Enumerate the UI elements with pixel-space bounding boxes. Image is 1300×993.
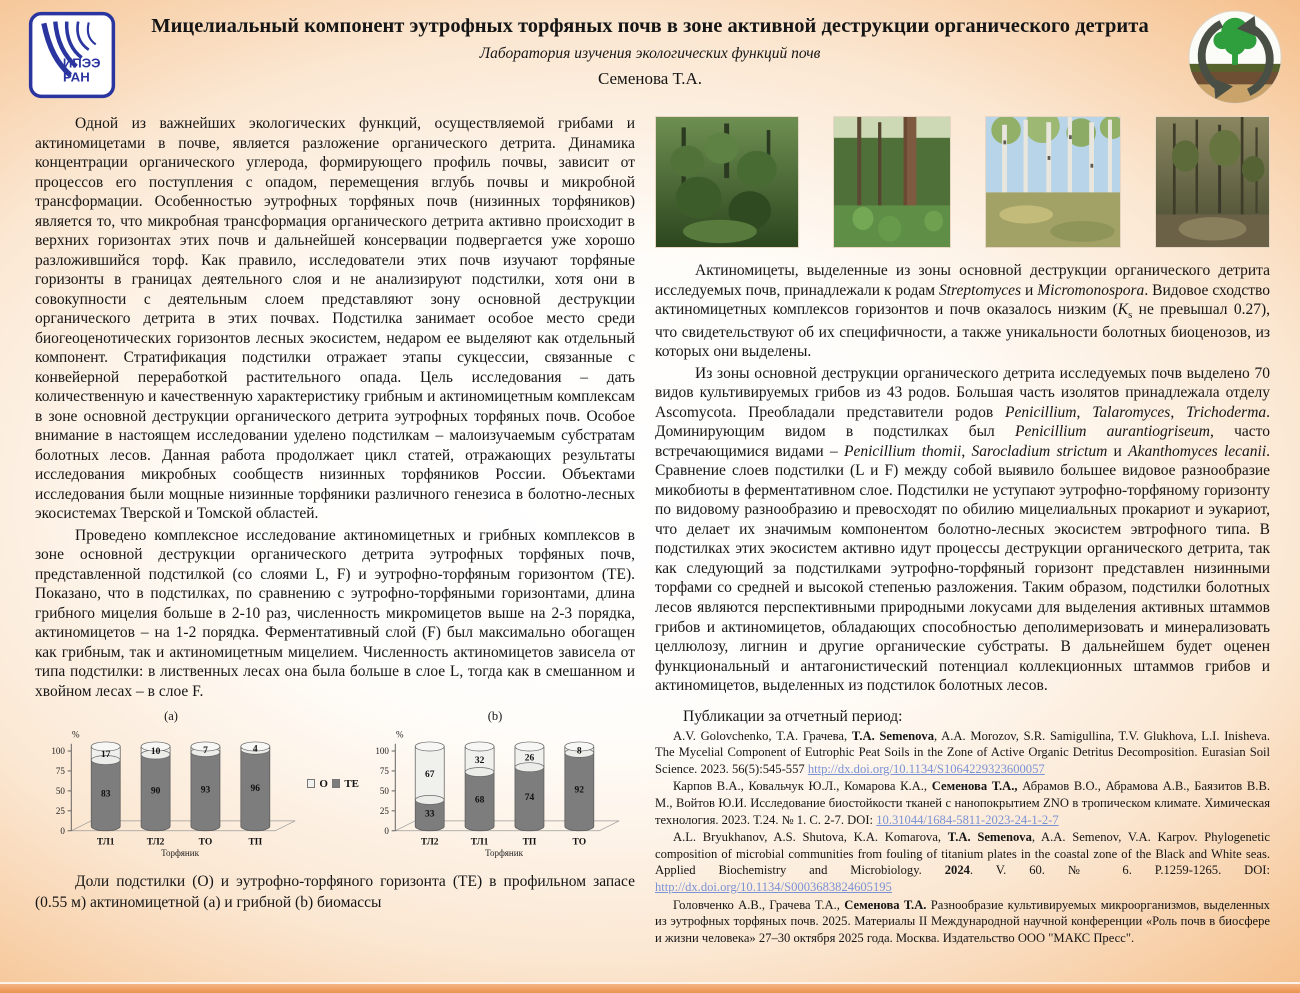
svg-text:50: 50 bbox=[55, 786, 65, 797]
svg-text:90: 90 bbox=[150, 787, 161, 798]
text-segment: A.V. Golovchenko, Т.А. Грачева, bbox=[673, 728, 852, 743]
text-segment: , bbox=[961, 442, 972, 460]
legend-swatch-light bbox=[307, 779, 315, 788]
bottom-accent-bar bbox=[0, 982, 1300, 993]
chart-b-title: (b) bbox=[487, 709, 503, 724]
text-segment: Sarocladium strictum bbox=[971, 442, 1108, 460]
text-segment: Talaromyces bbox=[1092, 403, 1171, 421]
chart-a-box bbox=[35, 709, 307, 858]
svg-text:32: 32 bbox=[474, 756, 485, 767]
text-segment: Семенова Т.А., bbox=[931, 779, 1018, 794]
forest-photo-3 bbox=[985, 116, 1121, 248]
text-segment: Из зоны основной деструкции органического детрита исследуемых почв выделено 70 видов культивируемых грибов из 43 родов. Большая часть изолятов принадлежала отделу Ascomycota. Преобладали представители родов bbox=[655, 364, 1270, 421]
text-segment: s bbox=[1128, 309, 1133, 322]
text-segment: Micromonospora bbox=[1037, 281, 1145, 299]
forest-photo-4 bbox=[1155, 116, 1270, 248]
text-segment: Penicillium aurantiogriseum bbox=[1014, 423, 1211, 441]
svg-text:100: 100 bbox=[375, 746, 389, 757]
author-name: Семенова Т.А. bbox=[597, 68, 703, 88]
legend-label-te: ТЕ bbox=[344, 777, 359, 790]
svg-text:ТЛ2: ТЛ2 bbox=[146, 837, 165, 848]
svg-text:ТЛ2: ТЛ2 bbox=[420, 837, 439, 848]
svg-text:Торфяник: Торфяник bbox=[161, 848, 200, 859]
svg-text:0: 0 bbox=[384, 826, 389, 837]
forest-photo-1 bbox=[655, 116, 799, 248]
svg-text:%: % bbox=[396, 729, 404, 740]
logo-text-line1: ИПЭЭ bbox=[62, 55, 101, 71]
soil-cycle-logo bbox=[1186, 8, 1284, 106]
text-segment: , A.A. Semenov, V.A. Karpov. Phylogenetic composition of microbial communities from fouling of titanium plates in the coastal zone of the Black and White seas. Applied Biochemistry and Microbiology. bbox=[655, 830, 1270, 878]
svg-text:ТО: ТО bbox=[198, 837, 213, 848]
text-segment: , A.A. Morozov, S.R. Samigullina, T.V. Glukhova, L.I. Inisheva. The Mycelial Component of Eutrophic Peat Soils in the Zone of Active Organic Detritus Decomposition. Eurasian Soil Science. 2023. 56(5):545-557 bbox=[655, 728, 1271, 776]
fungi-paragraph bbox=[655, 364, 1270, 696]
text-segment: Streptomyces bbox=[939, 281, 1022, 299]
poster-header bbox=[150, 14, 1150, 89]
text-segment: . V. 60. № 6. P.1259-1265. DOI: bbox=[969, 863, 1270, 878]
doi-link[interactable]: http://dx.doi.org/10.1134/S1064229323600057 bbox=[807, 761, 1045, 776]
text-segment: Penicillium thomii bbox=[844, 442, 962, 460]
publications-title: Публикации за отчетный период: bbox=[683, 707, 903, 725]
svg-text:Торфяник: Торфяник bbox=[485, 848, 524, 859]
text-segment: Головченко А.В., Грачева Т.А., bbox=[673, 897, 845, 912]
publication-item bbox=[655, 778, 1270, 828]
text-segment: Разнообразие культивируемых микроорганизмов, выделенных из эутрофных торфяных почв. 2025. Материалы II Международной научной конференции «Роль почв в биосфере и жизни человека» 27–30 октября 2025 года. Москва. Издательство ООО "МАКС Пресс". bbox=[655, 897, 1270, 945]
logo-text-line2: РАН bbox=[63, 69, 90, 85]
chart-b bbox=[359, 722, 631, 858]
svg-text:50: 50 bbox=[379, 786, 389, 797]
chart-a bbox=[35, 722, 307, 858]
lab-subtitle: Лаборатория изучения экологических функций почв bbox=[479, 44, 821, 62]
figure-caption: Доли подстилки (О) и эутрофно-торфяного горизонта (ТЕ) в профильном запасе (0.55 м) актиномицетной (a) и грибной (b) биомассы bbox=[35, 873, 635, 911]
text-segment: и bbox=[1021, 281, 1038, 299]
svg-text:%: % bbox=[72, 729, 80, 740]
doi-link[interactable]: 10.31044/1684-5811-2023-24-1-2-7 bbox=[876, 812, 1059, 827]
text-segment: A.L. Bryukhanov, A.S. Shutova, K.A. Komarova, bbox=[673, 830, 948, 845]
svg-text:83: 83 bbox=[100, 789, 111, 800]
text-segment: Карпов В.А., Ковальчук Ю.Л., Комарова К.А., bbox=[673, 779, 932, 794]
svg-text:93: 93 bbox=[200, 785, 211, 796]
svg-text:75: 75 bbox=[379, 766, 389, 777]
text-segment: , bbox=[1076, 403, 1093, 421]
doi-link[interactable]: http://dx.doi.org/10.1134/S0003683824605195 bbox=[655, 880, 892, 895]
text-segment: Trichoderma bbox=[1186, 403, 1267, 421]
text-segment: T.A. Semenova bbox=[851, 728, 935, 743]
forest-photo-2 bbox=[833, 116, 951, 248]
svg-text:ТП: ТП bbox=[522, 837, 537, 848]
text-segment: Актиномицеты, выделенные из зоны основной деструкции органического детрита исследуемых почв, принадлежали к родам bbox=[655, 262, 1270, 299]
results-paragraph: Проведено комплексное исследование актиномицетных и грибных комплексов в зоне основной деструкции органического детрита эутрофных торфяных почв, представленной подстилкой (со слоями L, F) и эутрофно-торфяным горизонтом (ТЕ). Показано, что в подстилках, по сравнению с эутрофно-торфяными горизонтами, длина грибного мицелия больше в 2-10 раз, численность микромицетов выше на 2-3 порядка, актиномицетов – на 1-2 порядка. Ферментативный слой (F) был максимально обогащен как грибным, так и актиномицетным мицелием. Численность актиномицетов зависела от типа подстилки: в лиственных лесах она была больше в слое L, тогда как в смешанном и хвойном лесах – в слое F. bbox=[35, 526, 635, 700]
text-segment: и bbox=[1107, 442, 1129, 460]
svg-text:75: 75 bbox=[55, 766, 65, 777]
svg-text:25: 25 bbox=[55, 806, 65, 817]
soil-light-band bbox=[1186, 84, 1284, 106]
svg-text:10: 10 bbox=[150, 747, 161, 758]
publication-item bbox=[655, 728, 1270, 778]
text-segment: K bbox=[1117, 301, 1129, 319]
svg-text:ТО: ТО bbox=[572, 837, 587, 848]
text-segment: , bbox=[1170, 403, 1187, 421]
svg-text:100: 100 bbox=[51, 746, 65, 757]
ipee-ran-logo bbox=[28, 10, 116, 100]
text-segment: Семенова Т.А. bbox=[844, 897, 927, 912]
chart-a-title: (a) bbox=[164, 709, 178, 724]
text-segment: , часто встречающимися видами – bbox=[655, 423, 1270, 460]
publication-item bbox=[655, 897, 1270, 947]
legend-label-o: О bbox=[319, 777, 328, 790]
intro-paragraph: Одной из важнейших экологических функций, осуществляемой грибами и актиномицетами в почве, является разложение органического детрита. Динамика концентрации органического углерода, формирующего профиль почвы, зависит от процессов его поступления с опадом, перемещения вглубь почвы и микробной трансформации. Особенностью эутрофных торфяных почв (низинных торфяников) является то, что микробная трансформация органического детрита активно происходит в верхних горизонтах этих почв и дальнейшей консервации подвергается уже хорошо разложившийся торф. Как правило, исследователи этих почв изучают торфяные горизонты в границах деятельного слоя и не анализируют подстилки, хотя они в совокупности с деятельным слоем представляют зону основной деструкции органического детрита в этих почвах. Подстилка занимает особое место среди биогеоценотических горизонтов лесных экосистем, недаром ее выделяют как отдельный компонент. Стратификация подстилки отражает этапы сукцессии, связанные с конвейерной переработкой растительного опада. Цель исследования – дать количественную и качественную характеристику грибным и актиномицетным комплексам в зоне основной деструкции органического детрита эутрофных торфяных почв. Особое внимание в настоящем исследовании уделено подстилкам – малоизучаемым субстратам болотных лесов. Данная работа продолжает цикл статей, отражающих результаты исследования микробных сообществ низинных торфяников России. Объектами исследования были мощные низинные торфяники различного генезиса в болотно-лесных экосистемах Тверской и Томской областей. bbox=[35, 115, 635, 523]
svg-text:7: 7 bbox=[203, 746, 208, 757]
svg-text:26: 26 bbox=[524, 753, 535, 764]
text-segment: Akanthomyces lecanii bbox=[1128, 442, 1267, 460]
forest-photos-row bbox=[655, 116, 1270, 248]
svg-text:33: 33 bbox=[424, 809, 435, 820]
publication-item bbox=[655, 829, 1270, 895]
text-segment: не превышал 0.27), что свидетельствуют об их специфичности, а также уникальности болотных биоценозов, из которых они выделены. bbox=[655, 301, 1270, 361]
page-title: Мицелиальный компонент эутрофных торфяных почв в зоне активной деструкции органического детрита bbox=[151, 15, 1149, 37]
svg-text:67: 67 bbox=[424, 770, 435, 781]
svg-text:17: 17 bbox=[100, 750, 111, 761]
chart-legend bbox=[307, 778, 359, 790]
actinomycetes-paragraph bbox=[655, 261, 1270, 362]
svg-text:ТП: ТП bbox=[248, 837, 263, 848]
text-segment: Абрамов В.О., Абрамова А.В., Баязитов В.В. М., Войтов Ю.И. Исследование биостойкости тканей с нанопокрытием ZNO в тропическом климате. Химическая технология. 2023. Т.24. № 1. С. 2-7. DOI: bbox=[655, 779, 1271, 827]
legend-swatch-dark bbox=[332, 779, 340, 788]
svg-text:8: 8 bbox=[576, 746, 582, 757]
text-segment: Penicillium bbox=[1005, 403, 1077, 421]
charts-row bbox=[35, 709, 635, 858]
svg-text:25: 25 bbox=[379, 806, 389, 817]
text-segment: T.A. Semenova bbox=[947, 830, 1032, 845]
svg-text:ТЛ1: ТЛ1 bbox=[96, 837, 115, 848]
svg-text:4: 4 bbox=[252, 745, 258, 756]
svg-text:68: 68 bbox=[474, 795, 485, 806]
svg-text:92: 92 bbox=[574, 786, 585, 797]
left-column bbox=[35, 114, 635, 913]
right-column bbox=[655, 116, 1270, 948]
svg-text:96: 96 bbox=[250, 784, 261, 795]
text-segment: 2024 bbox=[944, 863, 970, 878]
text-segment: . Видовое сходство актиномицетных комплексов горизонтов и почв оказалось низким ( bbox=[655, 281, 1271, 319]
svg-text:ТЛ1: ТЛ1 bbox=[470, 837, 489, 848]
chart-b-box bbox=[359, 709, 631, 858]
text-segment: . Сравнение слоев подстилки (L и F) между собой выявило большее видовое разнообразие микобиоты в ферментативном слое. Подстилки не уступают эутрофно-торфяному горизонту по видовому разнообразию и превосходят по обилию мицелиальных прокариот и эукариот, что делает их значимым компонентом болотно-лесных экосистем эвтрофного типа. В подстилках этих экосистем активно идут процессы деструкции органического детрита, так как следующий за подстилками эутрофно-торфяный горизонт представлен низинными торфами со средней и высокой степенью разложения. Таким образом, подстилки болотных лесов являются перспективными природными локусами для выделения активных штаммов грибов и актиномицетов, обладающих способностью деполимеризовать и минерализовать целлюлозу, лигнин и другие органические субстраты. В дальнейшем будет оценен функциональный и антагонистический потенциал коллекционных штаммов грибов и актиномицетов, выделенных из подстилок болотных лесов. bbox=[655, 442, 1270, 695]
svg-text:74: 74 bbox=[524, 793, 535, 804]
text-segment: . Доминирующим видом в подстилках был bbox=[655, 403, 1271, 441]
svg-text:0: 0 bbox=[60, 826, 65, 837]
